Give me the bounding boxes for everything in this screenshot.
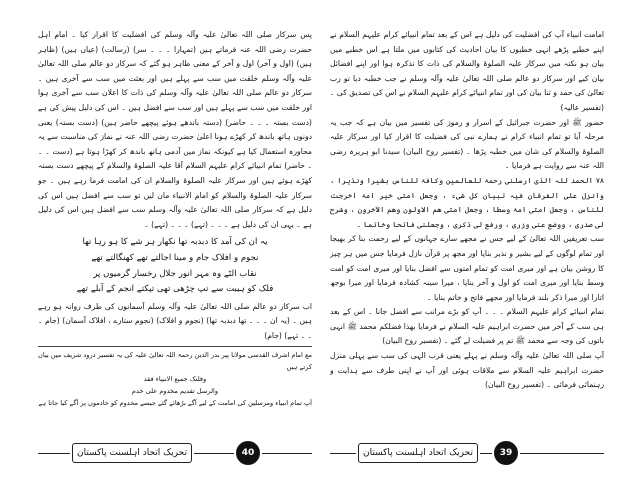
footer-rule: [262, 453, 312, 454]
footer-rule: [520, 453, 604, 454]
footnotes: [38, 349, 312, 409]
page-39-paragraph: امامت انبیاء آپ کی افضلیت کی دلیل ہے اس کے بعد تمام انبیائے کرام علیہم السلام نے اپنے خطبے پڑھے انہی خطبوں کا بیان احادیث کی کتابوں میں ملتا ہے اس خطبے میں بیان ہو نکتہ میں سرکار علیہ الصلوۃ والسلام کی ذات کا تذکرہ ہوا اور اپنے افضائل بیان کیے اور سرکار دو عالم صلی اللہ تعالیٰ علیہ وآلہ وسلم نے جب خطبہ دیا تو رب تعالیٰ کی حمد و ثنا بیان کی اور تمام انبیائے کرام علیہم السلام نے اس کی تصدیق کی ۔ (تفسیر عالیہ): [330, 30, 604, 112]
verse-block: [38, 235, 312, 297]
verse-line: نقاب الٹے وہ مہر انور جلال رخسار گرمیوں پر: [93, 268, 257, 279]
arabic-hadith: ۷۸ الحمد للہ الذی ارسلنی رحمۃ للعالمین وکافۃ للناس بشیرا ونذیرا ، وانزل علی الفرقان فیہ تبیان کل شیء ، وجعل امتی خیر امۃ اخرجت للناس ، وجعل امتی امۃ وسطا ، وجعل امتی ھم الاولون وھم الآخرون ، وشرح لی صدری ، ووضع عنی وزری ، ورفع لی ذکری ، وجعلنی فاتحا وخاتما ۔: [330, 175, 604, 229]
verse-line: یہ ان کی آمد کا دبدبہ تھا نکھار ہر شے کا ہو رہا تھا: [82, 237, 268, 248]
page-40: [38, 28, 312, 466]
page-39-paragraph: سب تعریفیں اللہ تعالیٰ کے لیے جس نے مجھے سارے جہانوں کے لیے رحمت بنا کر بھیجا اور تمام لوگوں کے لیے بشیر و نذیر بنایا اور مجھ پر قرآن نازل فرمایا جس میں ہر چیز کا روشن بیان ہے اور میری امت کو تمام امتوں سے افضل بنایا اور میری امت کو امت وسط بنایا اور میری امت کو اول و آخر بنایا ، میرا سینہ کشادہ فرمایا اور میرا بوجھ اتارا اور میرا ذکر بلند فرمایا اور مجھے فاتح و خاتم بنایا ۔: [330, 234, 604, 302]
page-40-paragraph: پس سرکار صلی اللہ تعالیٰ علیہ وآلہ وسلم کی افضلیت کا اقرار کیا ۔ امام اہل حضرت رضی اللہ عنہ فرماتے ہیں (تمہارا ۔ ۔ ۔ سر) (رسالت) (عیاں ہیں) (ظاہر ہیں) (اول و آخر) اول و آخر کے معنی ظاہر ہو گئے کہ سرکار دو عالم صلی اللہ تعالیٰ علیہ وآلہ وسلم خلقت میں سب سے پہلے ہیں اور بعثت میں سب سے آخری ہیں ۔ سرکار دو عالم صلی اللہ تعالیٰ علیہ وآلہ وسلم کی ذات کا اعلان سب سے آخری ہوا اور خلقت میں سب سے پہلے ہیں اور سب سے افضل ہیں ۔ اس کی دلیل پیش کی ہے (دست بستہ ۔ ۔ ۔ حاضر) (دستہ باندھے ہوئے پیچھے حاضر ہیں) (دست بستہ) یعنی دونوں ہاتھ باندھ کر کھڑے ہونا اعلیٰ حضرت رضی اللہ عنہ نے نماز کی مناسبت سے یہ محاورہ استعمال کیا ہے کیونکہ نماز میں آدمی ہاتھ باندھ کر کھڑا ہوتا ہے (دست ۔ ۔ ۔ حاضر) تمام انبیائے کرام علیہم السلام آقا علیہ الصلوۃ والسلام کے پیچھے دست بستہ کھڑے ہوئے ہیں اور سرکار علیہ الصلوۃ والسلام ان کی امامت فرما رہے ہیں ۔ جو سرکار علیہ الصلوۃ والسلام کو امام الانبیاء مان لیں تو سب سے افضل ہیں اس کی دلیل ہے کہ سرکار صلی اللہ تعالیٰ علیہ وآلہ وسلم سب سے افضل ہیں اس کی دلیل ہے ۔ یہی ان کی دلیل ہے ۔ ۔ ۔ (تہے) ۔ ۔ ۔ (تہے) ۔: [38, 30, 312, 229]
verse-line: فلک کو ہیبت سے تپ چڑھی تھی تپکتے انجم کے آبلے تھے: [76, 284, 274, 295]
page-39: [330, 28, 604, 466]
verse-line: نجوم و افلاک جام و مینا اجالتے تھے کھنگالتے تھے: [91, 252, 259, 263]
footnote-line: آپ تمام انبیاء ومرسلین کی امامت کے لیے آگے بڑھائے گئے جیسے مخدوم کو خادموں پر آگے کیا جاتا ہے: [38, 399, 312, 408]
footer-rule: [194, 453, 234, 454]
footer-rule: [38, 453, 70, 454]
footer-rule: [330, 453, 356, 454]
footnote-line: مع امام اشرف القدسی مولانا پیر بدر الدین رحمۃ اللہ تعالیٰ علیہ کی یہ تفسیر درود شریف میں بیان کرتے ہیں: [38, 351, 312, 372]
page-39-footer: [330, 440, 604, 466]
page-40-paragraph: اب سرکار دو عالم صلی اللہ تعالیٰ علیہ وآلہ وسلم آسمانوں کی طرف روانہ ہو رہے ہیں ۔ (یہ ان ۔ ۔ ۔ تھا دبدبہ تھا) (نجوم و افلاک) (نجوم ستارے ، افلاک آسمان) (جام ۔ ۔ ۔ تہے) (جام): [38, 301, 312, 340]
footer-label: تحریک اتحاد اہلسنت پاکستان: [72, 443, 192, 463]
footnote-divider: [38, 346, 312, 347]
page-number-badge: 39: [494, 441, 518, 465]
page-40-footer: [38, 440, 312, 466]
page-number-badge: 40: [236, 441, 260, 465]
page-39-body: [330, 28, 604, 426]
footer-rule: [480, 453, 492, 454]
footer-label: تحریک اتحاد اہلسنت پاکستان: [358, 443, 478, 463]
page-39-paragraph: حضور ﷺ اور حضرت جبرائیل کے اسرار و رموز کی تفسیر میں بیان ہے کہ جب یہ مرحلہ آیا تو تمام انبیاء کرام نے ہمارے نبی کی فضیلت کا اقرار کیا اور سرکار علیہ الصلوۃ والسلام کی شان میں خطبہ پڑھا ۔ (تفسیر روح البیان) سیدنا ابو ہریرہ رضی اللہ عنہ سے روایت ہے فرمایا ۔: [330, 117, 604, 171]
page-39-paragraph: آپ صلی اللہ تعالیٰ علیہ وآلہ وسلم نے پہلے یعنی قرب الہی کی سب سے پہلی منزل حضرت ابراہیم علیہ السلام سے ملاقات ہوئی اور آپ نے اپنی طرف سے ہدایت و رہنمائی فرمائی ۔ (تفسیر روح البیان): [330, 351, 604, 390]
page-40-body: [38, 28, 312, 426]
footnote-arabic-line: والرسل تقدیم مخدوم علی خدم: [131, 387, 219, 396]
footnote-arabic-line: وقلنک جمیع الانبیاء فقد: [143, 375, 207, 384]
page-39-paragraph: تمام انبیائے کرام علیہم السلام ۔ ۔ ۔ آپ کو بڑے مراتب سے افضل جانا ۔ اس کے بعد ہی سب کے آخر میں حضرت ابراہیم علیہ السلام نے فرمایا بھذا فضلکم محمد ﷺ انہی باتوں کی وجہ سے محمد ﷺ تم پر فضیلت لے گئے ۔ (تفسیر روح البیان): [330, 307, 604, 346]
